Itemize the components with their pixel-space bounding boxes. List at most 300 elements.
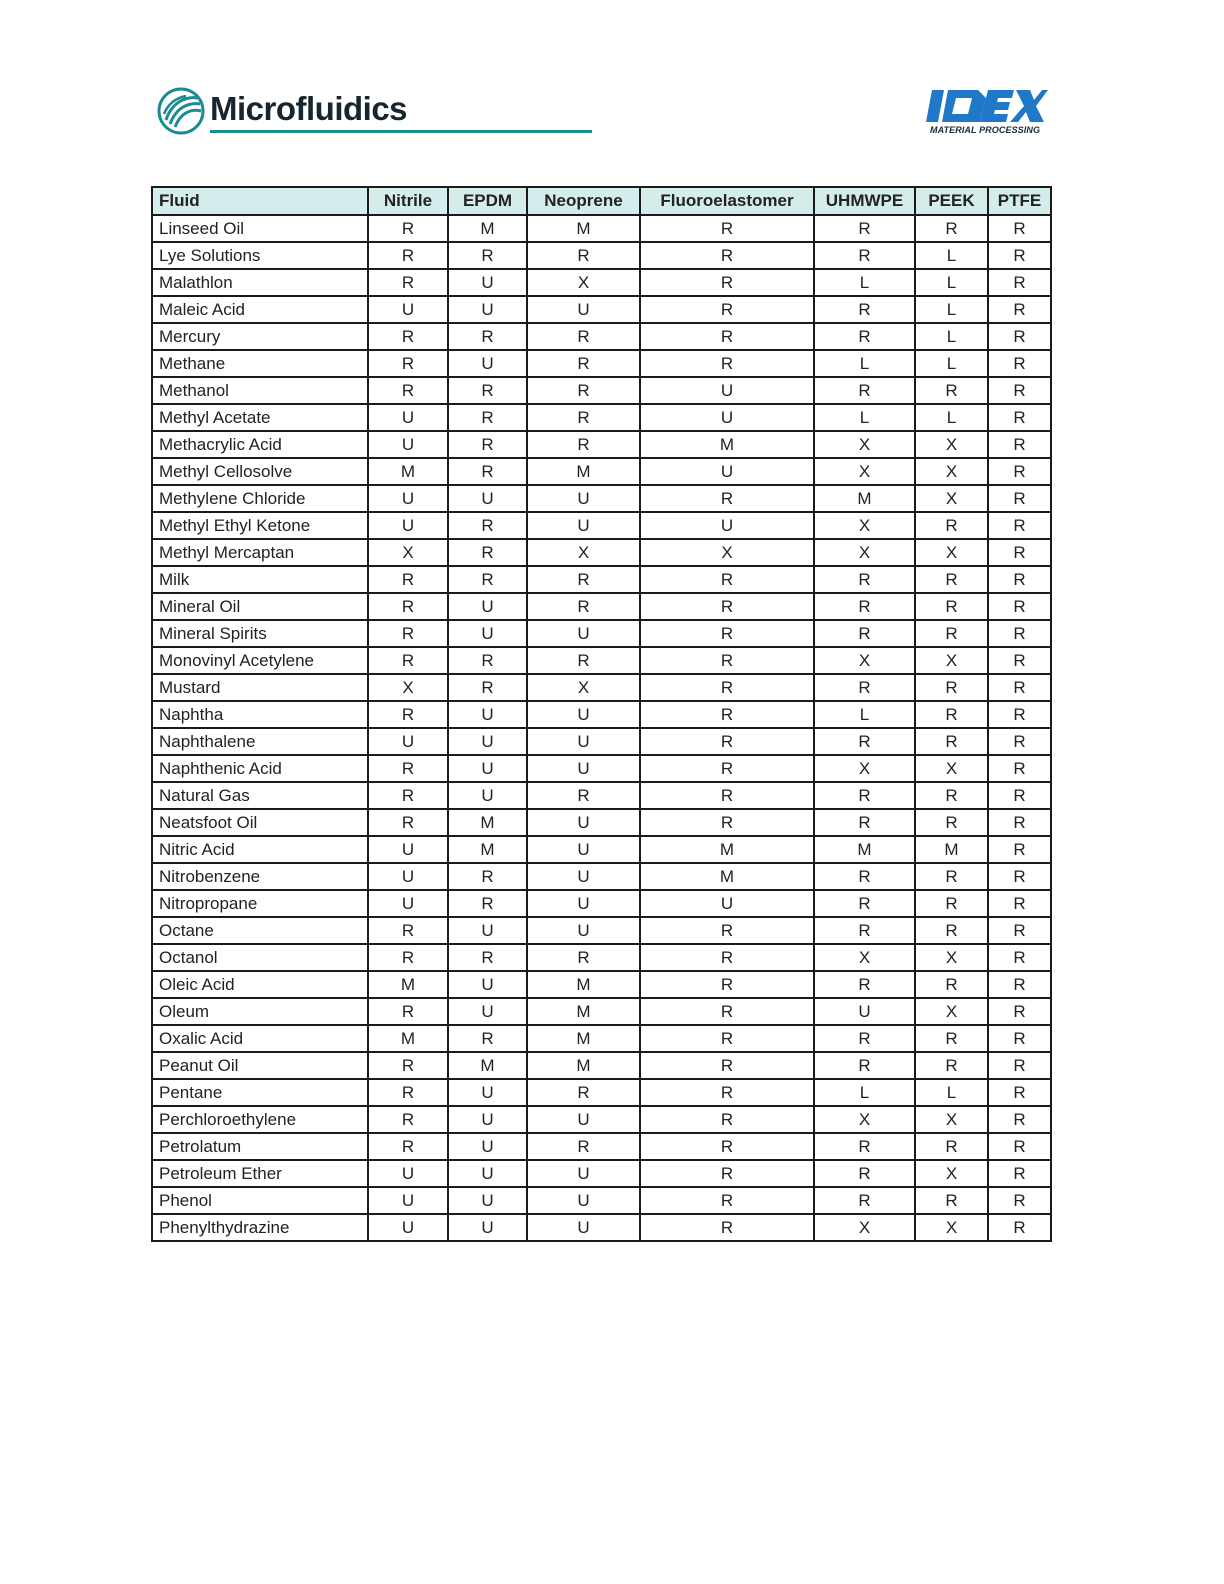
rating-cell: R (640, 1079, 814, 1106)
rating-cell: R (915, 593, 988, 620)
table-row (152, 539, 1051, 566)
rating-cell: R (368, 1052, 448, 1079)
rating-cell: R (988, 836, 1051, 863)
fluid-name-cell: Malathlon (152, 269, 368, 296)
table-row (152, 1214, 1051, 1241)
rating-cell: R (368, 647, 448, 674)
rating-cell: R (988, 917, 1051, 944)
rating-cell: R (448, 1025, 527, 1052)
rating-cell: R (814, 1187, 915, 1214)
rating-cell: R (640, 998, 814, 1025)
column-header-ptfe: PTFE (988, 187, 1051, 215)
rating-cell: R (368, 323, 448, 350)
rating-cell: R (915, 674, 988, 701)
table-header-row (152, 187, 1051, 215)
table-row (152, 242, 1051, 269)
column-header-peek: PEEK (915, 187, 988, 215)
rating-cell: U (640, 890, 814, 917)
rating-cell: U (368, 431, 448, 458)
table-row (152, 377, 1051, 404)
rating-cell: R (814, 593, 915, 620)
rating-cell: R (915, 809, 988, 836)
rating-cell: R (814, 1160, 915, 1187)
table-row (152, 215, 1051, 242)
microfluidics-wordmark: Microfluidics (210, 90, 408, 127)
table-row (152, 728, 1051, 755)
fluid-name-cell: Methacrylic Acid (152, 431, 368, 458)
rating-cell: L (915, 323, 988, 350)
rating-cell: U (448, 620, 527, 647)
fluid-name-cell: Octanol (152, 944, 368, 971)
rating-cell: R (988, 701, 1051, 728)
rating-cell: R (368, 593, 448, 620)
rating-cell: U (527, 809, 640, 836)
table-row (152, 485, 1051, 512)
table-row (152, 890, 1051, 917)
rating-cell: M (527, 1052, 640, 1079)
rating-cell: R (527, 566, 640, 593)
rating-cell: U (448, 701, 527, 728)
rating-cell: R (915, 1187, 988, 1214)
rating-cell: R (448, 323, 527, 350)
rating-cell: R (915, 917, 988, 944)
fluid-name-cell: Petroleum Ether (152, 1160, 368, 1187)
fluid-name-cell: Maleic Acid (152, 296, 368, 323)
rating-cell: R (988, 539, 1051, 566)
rating-cell: R (368, 1106, 448, 1133)
rating-cell: U (448, 269, 527, 296)
rating-cell: R (988, 485, 1051, 512)
rating-cell: R (915, 377, 988, 404)
rating-cell: R (988, 728, 1051, 755)
rating-cell: R (915, 1025, 988, 1052)
rating-cell: R (527, 350, 640, 377)
rating-cell: U (448, 782, 527, 809)
fluid-name-cell: Octane (152, 917, 368, 944)
rating-cell: M (527, 215, 640, 242)
fluid-name-cell: Methyl Acetate (152, 404, 368, 431)
rating-cell: R (368, 215, 448, 242)
fluid-name-cell: Mineral Oil (152, 593, 368, 620)
rating-cell: X (915, 458, 988, 485)
table-row (152, 998, 1051, 1025)
rating-cell: R (368, 998, 448, 1025)
rating-cell: M (368, 971, 448, 998)
rating-cell: R (368, 782, 448, 809)
rating-cell: R (368, 566, 448, 593)
rating-cell: U (527, 512, 640, 539)
rating-cell: L (915, 1079, 988, 1106)
rating-cell: U (448, 971, 527, 998)
rating-cell: R (368, 620, 448, 647)
rating-cell: R (988, 971, 1051, 998)
table-row (152, 1025, 1051, 1052)
rating-cell: R (915, 1133, 988, 1160)
rating-cell: U (448, 1133, 527, 1160)
rating-cell: R (448, 647, 527, 674)
rating-cell: R (988, 755, 1051, 782)
rating-cell: R (640, 350, 814, 377)
rating-cell: R (814, 215, 915, 242)
rating-cell: M (448, 809, 527, 836)
rating-cell: R (814, 377, 915, 404)
fluid-name-cell: Naphtha (152, 701, 368, 728)
rating-cell: R (988, 1106, 1051, 1133)
rating-cell: R (814, 1052, 915, 1079)
rating-cell: U (368, 1187, 448, 1214)
rating-cell: M (448, 215, 527, 242)
table-row (152, 647, 1051, 674)
rating-cell: L (814, 350, 915, 377)
rating-cell: X (527, 269, 640, 296)
rating-cell: M (640, 431, 814, 458)
rating-cell: R (527, 431, 640, 458)
rating-cell: R (640, 809, 814, 836)
rating-cell: R (640, 1214, 814, 1241)
rating-cell: R (448, 377, 527, 404)
rating-cell: R (368, 1079, 448, 1106)
column-header-neoprene: Neoprene (527, 187, 640, 215)
rating-cell: R (915, 890, 988, 917)
rating-cell: U (640, 512, 814, 539)
rating-cell: L (915, 269, 988, 296)
rating-cell: R (640, 593, 814, 620)
fluid-name-cell: Methylene Chloride (152, 485, 368, 512)
idex-tagline: MATERIAL PROCESSING (930, 125, 1041, 135)
rating-cell: R (640, 944, 814, 971)
rating-cell: R (368, 809, 448, 836)
rating-cell: R (988, 593, 1051, 620)
fluid-name-cell: Pentane (152, 1079, 368, 1106)
rating-cell: U (448, 485, 527, 512)
table-row (152, 269, 1051, 296)
rating-cell: R (640, 1052, 814, 1079)
rating-cell: X (814, 944, 915, 971)
rating-cell: M (368, 458, 448, 485)
rating-cell: X (814, 458, 915, 485)
rating-cell: R (988, 1133, 1051, 1160)
table-row (152, 1079, 1051, 1106)
rating-cell: U (448, 296, 527, 323)
rating-cell: R (640, 242, 814, 269)
rating-cell: R (915, 782, 988, 809)
rating-cell: X (814, 1106, 915, 1133)
rating-cell: U (640, 377, 814, 404)
rating-cell: R (814, 1025, 915, 1052)
rating-cell: R (988, 512, 1051, 539)
rating-cell: M (448, 836, 527, 863)
rating-cell: R (915, 215, 988, 242)
table-row (152, 836, 1051, 863)
rating-cell: X (814, 647, 915, 674)
rating-cell: R (814, 971, 915, 998)
rating-cell: R (814, 782, 915, 809)
rating-cell: M (640, 836, 814, 863)
table-row (152, 512, 1051, 539)
rating-cell: R (988, 323, 1051, 350)
rating-cell: X (915, 755, 988, 782)
rating-cell: U (448, 1214, 527, 1241)
table-header (152, 187, 1051, 215)
rating-cell: X (915, 431, 988, 458)
rating-cell: R (915, 728, 988, 755)
table-row (152, 1052, 1051, 1079)
rating-cell: R (915, 971, 988, 998)
rating-cell: L (814, 1079, 915, 1106)
rating-cell: R (814, 917, 915, 944)
fluid-name-cell: Naphthenic Acid (152, 755, 368, 782)
table-row (152, 1160, 1051, 1187)
fluid-compatibility-table (151, 186, 1052, 1242)
rating-cell: R (988, 1187, 1051, 1214)
rating-cell: U (814, 998, 915, 1025)
rating-cell: R (640, 1160, 814, 1187)
fluid-name-cell: Mustard (152, 674, 368, 701)
rating-cell: R (368, 755, 448, 782)
rating-cell: R (814, 566, 915, 593)
rating-cell: U (527, 728, 640, 755)
rating-cell: U (527, 755, 640, 782)
rating-cell: U (448, 1106, 527, 1133)
rating-cell: R (988, 215, 1051, 242)
rating-cell: R (640, 1025, 814, 1052)
rating-cell: U (368, 512, 448, 539)
rating-cell: R (640, 1106, 814, 1133)
rating-cell: U (368, 836, 448, 863)
rating-cell: M (640, 863, 814, 890)
rating-cell: M (448, 1052, 527, 1079)
fluid-name-cell: Mineral Spirits (152, 620, 368, 647)
rating-cell: X (640, 539, 814, 566)
rating-cell: X (915, 944, 988, 971)
table-row (152, 755, 1051, 782)
rating-cell: U (368, 485, 448, 512)
rating-cell: R (448, 944, 527, 971)
table-row (152, 566, 1051, 593)
rating-cell: U (448, 593, 527, 620)
rating-cell: L (915, 404, 988, 431)
rating-cell: R (640, 1133, 814, 1160)
table-row (152, 296, 1051, 323)
rating-cell: R (640, 215, 814, 242)
logo-underline (210, 130, 592, 133)
rating-cell: U (368, 296, 448, 323)
idex-logo (926, 88, 1050, 138)
rating-cell: R (915, 512, 988, 539)
rating-cell: M (814, 485, 915, 512)
fluid-name-cell: Natural Gas (152, 782, 368, 809)
fluid-name-cell: Lye Solutions (152, 242, 368, 269)
rating-cell: U (448, 998, 527, 1025)
rating-cell: U (448, 1079, 527, 1106)
rating-cell: R (368, 917, 448, 944)
rating-cell: R (368, 269, 448, 296)
rating-cell: R (448, 242, 527, 269)
table-row (152, 1133, 1051, 1160)
rating-cell: U (527, 620, 640, 647)
rating-cell: R (814, 809, 915, 836)
rating-cell: R (368, 242, 448, 269)
rating-cell: U (640, 404, 814, 431)
fluid-name-cell: Neatsfoot Oil (152, 809, 368, 836)
fluid-name-cell: Oleum (152, 998, 368, 1025)
table-row (152, 809, 1051, 836)
rating-cell: R (527, 1133, 640, 1160)
rating-cell: M (527, 458, 640, 485)
rating-cell: R (368, 701, 448, 728)
table-row (152, 782, 1051, 809)
column-header-uhmwpe: UHMWPE (814, 187, 915, 215)
column-header-fluid: Fluid (152, 187, 368, 215)
rating-cell: R (640, 269, 814, 296)
rating-cell: R (988, 269, 1051, 296)
microfluidics-logo (156, 86, 446, 138)
table-row (152, 1106, 1051, 1133)
rating-cell: L (915, 350, 988, 377)
rating-cell: R (814, 890, 915, 917)
rating-cell: R (448, 566, 527, 593)
rating-cell: R (527, 323, 640, 350)
rating-cell: R (988, 1079, 1051, 1106)
table-row (152, 431, 1051, 458)
rating-cell: R (814, 728, 915, 755)
rating-cell: R (988, 296, 1051, 323)
fluid-name-cell: Phenylthydrazine (152, 1214, 368, 1241)
rating-cell: L (814, 269, 915, 296)
rating-cell: R (814, 674, 915, 701)
rating-cell: X (814, 1214, 915, 1241)
rating-cell: R (988, 890, 1051, 917)
fluid-name-cell: Nitric Acid (152, 836, 368, 863)
rating-cell: R (527, 782, 640, 809)
fluid-name-cell: Linseed Oil (152, 215, 368, 242)
rating-cell: R (988, 1160, 1051, 1187)
table-row (152, 944, 1051, 971)
table-row (152, 323, 1051, 350)
fluid-name-cell: Phenol (152, 1187, 368, 1214)
rating-cell: R (988, 674, 1051, 701)
fluid-name-cell: Methyl Mercaptan (152, 539, 368, 566)
rating-cell: X (915, 1214, 988, 1241)
rating-cell: U (368, 728, 448, 755)
table-row (152, 620, 1051, 647)
rating-cell: U (527, 863, 640, 890)
rating-cell: U (448, 350, 527, 377)
rating-cell: U (527, 1214, 640, 1241)
fluid-name-cell: Perchloroethylene (152, 1106, 368, 1133)
fluid-name-cell: Milk (152, 566, 368, 593)
table-row (152, 917, 1051, 944)
table-row (152, 863, 1051, 890)
rating-cell: R (527, 1079, 640, 1106)
rating-cell: R (915, 1052, 988, 1079)
rating-cell: R (814, 863, 915, 890)
rating-cell: R (368, 377, 448, 404)
rating-cell: R (448, 539, 527, 566)
rating-cell: X (915, 1160, 988, 1187)
rating-cell: R (640, 485, 814, 512)
rating-cell: R (640, 647, 814, 674)
rating-cell: U (527, 917, 640, 944)
rating-cell: U (527, 1187, 640, 1214)
rating-cell: R (640, 296, 814, 323)
rating-cell: R (640, 755, 814, 782)
rating-cell: R (988, 242, 1051, 269)
rating-cell: R (988, 377, 1051, 404)
table-row (152, 674, 1051, 701)
rating-cell: R (368, 1133, 448, 1160)
rating-cell: X (527, 674, 640, 701)
rating-cell: R (527, 944, 640, 971)
rating-cell: X (368, 539, 448, 566)
rating-cell: U (368, 1160, 448, 1187)
table-row (152, 458, 1051, 485)
rating-cell: R (988, 1214, 1051, 1241)
rating-cell: X (915, 1106, 988, 1133)
rating-cell: R (448, 890, 527, 917)
rating-cell: R (988, 863, 1051, 890)
column-header-nitrile: Nitrile (368, 187, 448, 215)
fluid-name-cell: Nitrobenzene (152, 863, 368, 890)
rating-cell: R (368, 944, 448, 971)
rating-cell: R (448, 431, 527, 458)
rating-cell: U (448, 1160, 527, 1187)
rating-cell: R (988, 1052, 1051, 1079)
microfluidics-leaf-icon (156, 86, 206, 136)
rating-cell: R (640, 566, 814, 593)
rating-cell: U (368, 1214, 448, 1241)
fluid-name-cell: Methyl Cellosolve (152, 458, 368, 485)
rating-cell: U (448, 728, 527, 755)
rating-cell: M (915, 836, 988, 863)
rating-cell: L (814, 404, 915, 431)
rating-cell: R (814, 323, 915, 350)
rating-cell: R (640, 1187, 814, 1214)
rating-cell: R (527, 242, 640, 269)
rating-cell: R (915, 701, 988, 728)
column-header-fluoroelastomer: Fluoroelastomer (640, 187, 814, 215)
rating-cell: R (640, 701, 814, 728)
rating-cell: R (640, 728, 814, 755)
rating-cell: X (915, 998, 988, 1025)
rating-cell: U (527, 296, 640, 323)
rating-cell: R (988, 998, 1051, 1025)
rating-cell: R (527, 404, 640, 431)
fluid-name-cell: Mercury (152, 323, 368, 350)
rating-cell: X (915, 485, 988, 512)
fluid-name-cell: Methanol (152, 377, 368, 404)
fluid-name-cell: Oxalic Acid (152, 1025, 368, 1052)
column-header-epdm: EPDM (448, 187, 527, 215)
rating-cell: R (988, 350, 1051, 377)
table-row (152, 350, 1051, 377)
fluid-name-cell: Petrolatum (152, 1133, 368, 1160)
rating-cell: R (988, 431, 1051, 458)
rating-cell: R (448, 863, 527, 890)
rating-cell: M (368, 1025, 448, 1052)
rating-cell: R (988, 944, 1051, 971)
rating-cell: X (915, 647, 988, 674)
rating-cell: U (527, 701, 640, 728)
rating-cell: R (527, 377, 640, 404)
rating-cell: U (368, 863, 448, 890)
rating-cell: M (527, 1025, 640, 1052)
rating-cell: R (915, 620, 988, 647)
rating-cell: U (448, 755, 527, 782)
rating-cell: X (814, 431, 915, 458)
rating-cell: U (640, 458, 814, 485)
rating-cell: X (814, 755, 915, 782)
